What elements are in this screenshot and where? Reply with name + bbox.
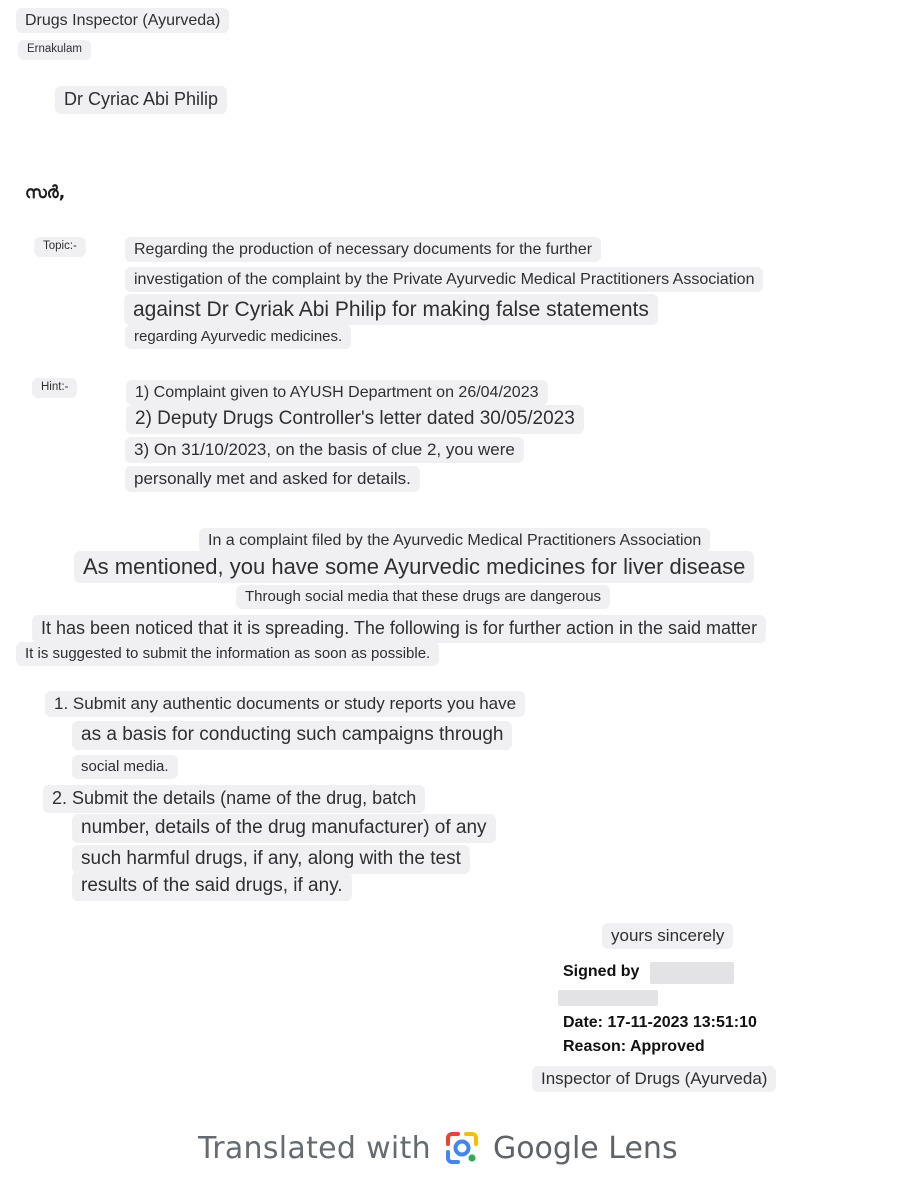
- body-line-1: In a complaint filed by the Ayurvedic Medical Practitioners Association: [199, 528, 710, 553]
- item-2-line-2: number, details of the drug manufacturer) of any: [72, 814, 496, 843]
- translated-with-google-lens: [198, 1122, 678, 1174]
- recipient-name: Dr Cyriac Abi Philip: [55, 86, 227, 114]
- item-2-line-4: results of the said drugs, if any.: [72, 872, 352, 901]
- signature-reason: Reason: Approved: [563, 1038, 705, 1055]
- google-lens-wordmark: Google Lens: [492, 1130, 678, 1166]
- office-title: Drugs Inspector (Ayurveda): [16, 8, 229, 33]
- hint-line-1: 1) Complaint given to AYUSH Department on 26/04/2023: [126, 380, 548, 405]
- closing: yours sincerely: [602, 923, 733, 949]
- topic-line-3: against Dr Cyriak Abi Philip for making false statements: [124, 294, 658, 325]
- hint-line-3: 3) On 31/10/2023, on the basis of clue 2, you were: [125, 437, 524, 463]
- item-2-line-3: such harmful drugs, if any, along with the test: [72, 845, 470, 874]
- translated-with-text: Translated with: [198, 1130, 431, 1166]
- topic-line-2: investigation of the complaint by the Private Ayurvedic Medical Practitioners Association: [125, 267, 763, 292]
- body-line-2: As mentioned, you have some Ayurvedic medicines for liver disease: [74, 551, 754, 583]
- salutation: സർ,: [25, 183, 66, 203]
- signed-by-label: Signed by: [563, 963, 640, 980]
- hint-line-2: 2) Deputy Drugs Controller's letter dated 30/05/2023: [126, 405, 584, 434]
- office-location: Ernakulam: [18, 40, 91, 60]
- item-1-line-2: as a basis for conducting such campaigns through: [72, 721, 512, 750]
- designation: Inspector of Drugs (Ayurveda): [532, 1066, 776, 1092]
- item-1-line-1: 1. Submit any authentic documents or study reports you have: [45, 691, 525, 717]
- topic-line-1: Regarding the production of necessary documents for the further: [125, 237, 601, 262]
- signature-date: Date: 17-11-2023 13:51:10: [563, 1014, 757, 1031]
- topic-label: Topic:-: [34, 237, 86, 257]
- body-line-4: It has been noticed that it is spreading. The following is for further action in the said matter: [32, 615, 766, 643]
- redacted-signer-detail: [558, 990, 658, 1006]
- hint-label: Hint:-: [32, 378, 77, 398]
- redacted-signer-name: [650, 962, 734, 984]
- body-line-3: Through social media that these drugs are dangerous: [236, 585, 610, 609]
- topic-line-4: regarding Ayurvedic medicines.: [125, 325, 351, 349]
- hint-line-4: personally met and asked for details.: [125, 466, 420, 492]
- google-lens-icon: [443, 1129, 481, 1167]
- item-2-line-1: 2. Submit the details (name of the drug, batch: [43, 785, 425, 813]
- item-1-line-3: social media.: [72, 755, 178, 779]
- body-line-5: It is suggested to submit the information as soon as possible.: [16, 642, 439, 666]
